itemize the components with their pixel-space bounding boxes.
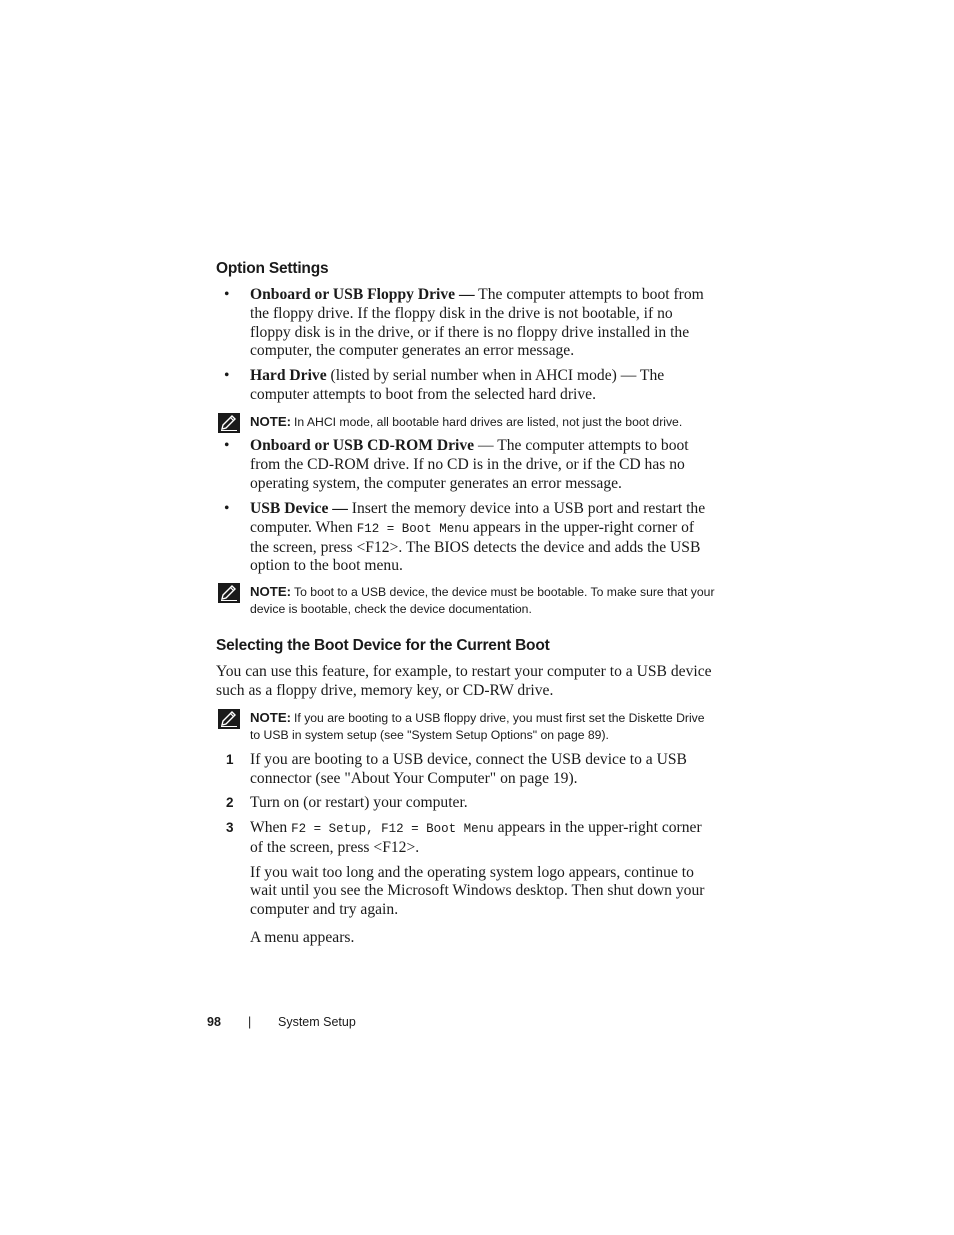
- bullet-mark: •: [224, 500, 230, 517]
- bullet-text: [250, 367, 716, 405]
- section-heading-option-settings: Option Settings: [216, 260, 329, 277]
- note-label: NOTE:: [250, 710, 292, 725]
- step-2: [224, 794, 716, 813]
- bullet-description: — The computer attempts to boot from the CD-ROM drive. If no CD is in the drive, or if the CD has no operating system, the computer generates an error message.: [250, 437, 689, 492]
- note-label: NOTE:: [250, 584, 292, 599]
- page-number: 98: [207, 1015, 221, 1029]
- code-inline: F12 = Boot Menu: [356, 521, 470, 536]
- bullet-text: [250, 437, 716, 493]
- step-number: 3: [226, 820, 234, 835]
- bullet-description: (listed by serial number when in AHCI mode) — The computer attempts to boot from the selected hard drive.: [250, 367, 665, 403]
- note-text: [250, 709, 716, 744]
- list-item-hard-drive: [224, 367, 716, 405]
- note-body: To boot to a USB device, the device must be bootable. To make sure that your device is bootable, check the device documentation.: [250, 585, 715, 616]
- list-item-usb-device: [224, 500, 716, 576]
- pencil-note-icon: [218, 709, 240, 729]
- note-body: If you are booting to a USB floppy drive, you must first set the Diskette Drive to USB in system setup (see "System Setup Options" on page 89).: [250, 711, 705, 742]
- pencil-note-icon: [218, 583, 240, 603]
- note-usb-bootable: [216, 583, 716, 618]
- step-text: If you are booting to a USB device, connect the USB device to a USB connector (see "About Your Computer" on page 19).: [250, 751, 687, 787]
- list-item-floppy-drive: [224, 286, 716, 361]
- bullet-mark: •: [224, 286, 230, 303]
- step-number: 1: [226, 752, 234, 767]
- step-final-text: A menu appears.: [250, 928, 355, 946]
- bullet-text: [250, 286, 716, 361]
- step-1: [224, 751, 716, 789]
- note-ahci: [216, 413, 716, 431]
- bullet-label: USB Device —: [250, 500, 348, 517]
- bullet-text: [250, 500, 716, 576]
- step-followup-text: If you wait too long and the operating system logo appears, continue to wait until you see the Microsoft Windows desktop. Then shut down your computer and try again.: [250, 863, 705, 919]
- bullet-mark: •: [224, 367, 230, 384]
- footer-separator: |: [248, 1015, 252, 1029]
- code-inline: F2 = Setup, F12 = Boot Menu: [291, 822, 494, 836]
- section-heading-selecting-boot-device: Selecting the Boot Device for the Current Boot: [216, 637, 550, 654]
- intro-paragraph: You can use this feature, for example, to restart your computer to a USB device such as a floppy drive, memory key, or CD-RW drive.: [216, 663, 712, 699]
- note-text: [250, 583, 716, 618]
- step-3: [224, 819, 716, 948]
- bullet-mark: •: [224, 437, 230, 454]
- bullet-description: The computer attempts to boot from the floppy drive. If the floppy disk in the drive is not bootable, if no floppy disk is in the drive, or if there is no floppy drive installed in the computer, the computer generates an error message.: [250, 286, 704, 360]
- bullet-label: Onboard or USB CD-ROM Drive: [250, 437, 475, 454]
- step-number: 2: [226, 795, 234, 810]
- step-text-end: appears in the upper-right corner of the screen, press <F12>.: [250, 819, 702, 856]
- step-text: Turn on (or restart) your computer.: [250, 794, 468, 811]
- bullet-description: Insert the memory device into a USB port and restart the computer. When: [250, 500, 706, 536]
- bullet-label: Onboard or USB Floppy Drive —: [250, 286, 475, 303]
- note-label: NOTE:: [250, 414, 292, 429]
- bullet-label: Hard Drive: [250, 367, 327, 384]
- step-text-start: When: [250, 819, 292, 836]
- step-text: [250, 819, 716, 858]
- bullet-description-cont: appears in the upper-right corner of the screen, press <F12>. The BIOS detects the device and adds the USB option to the boot menu.: [250, 518, 701, 575]
- note-body: In AHCI mode, all bootable hard drives are listed, not just the boot drive.: [294, 415, 683, 429]
- list-item-cdrom-drive: [224, 437, 716, 493]
- note-usb-floppy: [216, 709, 716, 744]
- pencil-note-icon: [218, 413, 240, 433]
- note-text: [250, 413, 716, 431]
- footer-section-title: System Setup: [278, 1015, 356, 1029]
